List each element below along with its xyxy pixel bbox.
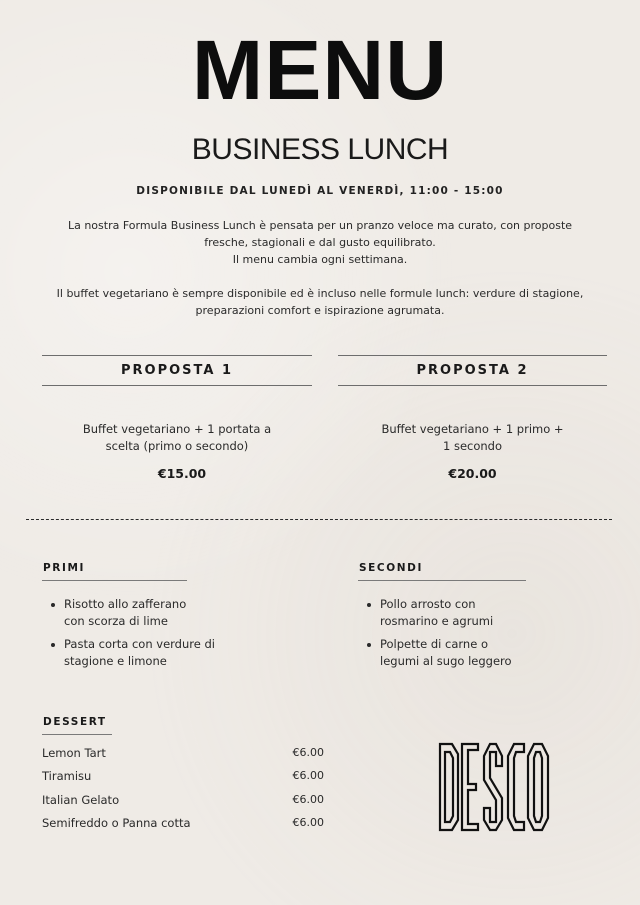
divider [42, 734, 112, 735]
intro-text [30, 217, 610, 319]
dessert-name: Semifreddo o Panna cotta [42, 815, 191, 830]
item-line: Risotto allo zafferano [64, 597, 187, 611]
dessert-price: €6.00 [292, 746, 324, 759]
item-line: con scorza di lime [64, 614, 168, 628]
list-item [42, 636, 292, 670]
logo-letter-e [462, 744, 478, 830]
list-item [358, 596, 608, 630]
offer-desc-line: Buffet vegetariano + 1 primo + [381, 422, 564, 436]
offer-description [338, 421, 607, 455]
dessert-row [42, 815, 324, 838]
secondi-list [358, 596, 608, 676]
intro-line: Il buffet vegetariano è sempre disponibile ed è incluso nelle formule lunch: verdure di stagione, [56, 287, 584, 300]
divider [338, 385, 607, 386]
dessert-row [42, 745, 324, 768]
dessert-price: €6.00 [292, 815, 324, 829]
dessert-row [42, 792, 324, 815]
offer-heading: PROPOSTA 2 [416, 363, 529, 378]
logo-letter-c [508, 744, 524, 830]
offer-description [42, 421, 312, 455]
logo-letter-d-inner [445, 752, 453, 822]
section-heading-secondi: SECONDI [359, 562, 423, 574]
item-line: Pollo arrosto con [380, 597, 476, 611]
offer-heading: PROPOSTA 1 [120, 363, 234, 378]
item-line: rosmarino e agrumi [380, 614, 494, 628]
offer-price: €20.00 [448, 466, 497, 481]
section-heading-primi: PRIMI [43, 562, 86, 574]
divider [42, 580, 187, 581]
dessert-list [42, 745, 324, 838]
item-line: Polpette di carne o [380, 637, 488, 651]
dessert-name: Italian Gelato [42, 792, 120, 807]
intro-line: preparazioni comfort e ispirazione agrumata. [195, 304, 445, 317]
dessert-name: Tiramisu [42, 769, 92, 784]
dessert-price: €6.00 [292, 769, 324, 783]
divider [338, 355, 607, 356]
intro-line: Il menu cambia ogni settimana. [232, 253, 408, 266]
page-title: MENU [191, 23, 449, 117]
offer-desc-line: Buffet vegetariano + 1 portata a [82, 422, 272, 436]
dashed-divider [26, 519, 612, 520]
list-item [358, 636, 608, 670]
dessert-price: €6.00 [292, 792, 324, 806]
divider [358, 580, 526, 581]
section-heading-dessert: DESSERT [43, 716, 107, 728]
item-line: Pasta corta con verdure di [64, 637, 215, 651]
intro-line: fresche, stagionali e dal gusto equilibrato. [204, 236, 436, 249]
offer-desc-line: scelta (primo o secondo) [105, 439, 249, 453]
desco-logo [438, 740, 550, 834]
dessert-row [42, 768, 324, 791]
divider [42, 355, 312, 356]
offer-price: €15.00 [157, 466, 207, 481]
logo-letter-o [528, 744, 548, 830]
logo-letter-d [440, 744, 458, 830]
divider [42, 385, 312, 386]
logo-letter-s [484, 744, 502, 830]
dessert-name: Lemon Tart [42, 746, 106, 760]
page-subtitle: BUSINESS LUNCH [191, 133, 449, 166]
primi-list [42, 596, 292, 676]
logo-letter-o-inner [534, 752, 542, 822]
intro-line: La nostra Formula Business Lunch è pensata per un pranzo veloce ma curato, con proposte [67, 219, 573, 232]
offer-desc-line: 1 secondo [442, 439, 503, 453]
item-line: stagione e limone [64, 654, 167, 668]
list-item [42, 596, 292, 630]
item-line: legumi al sugo leggero [380, 654, 512, 668]
availability-hours: DISPONIBILE DAL LUNEDÌ AL VENERDÌ, 11:00 - 15:00 [136, 185, 504, 197]
